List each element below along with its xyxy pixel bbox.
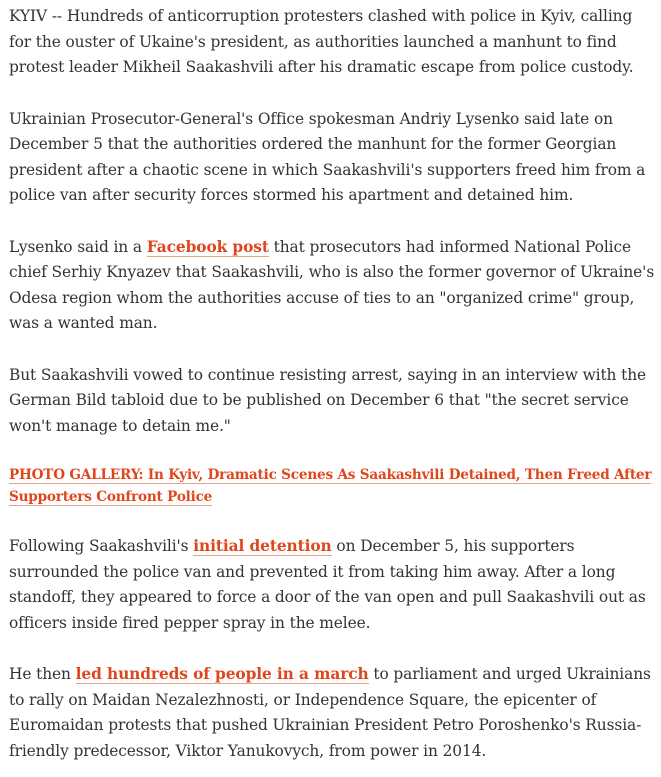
photo-gallery-callout bbox=[9, 465, 657, 508]
march-link[interactable]: led hundreds of people in a march bbox=[75, 665, 369, 683]
paragraph-1-text: KYIV -- Hundreds of anticorruption protesters clashed with police in Kyiv, calling for the ouster of Ukaine's president, as authorities launched a manhunt to find protest leader Mikheil Saakashvili after his dramatic escape from police custody. bbox=[9, 7, 634, 76]
paragraph-5-text-before: Following Saakashvili's bbox=[9, 537, 194, 555]
photo-gallery-link[interactable]: PHOTO GALLERY: In Kyiv, Dramatic Scenes As Saakashvili Detained, Then Freed After Supporters Confront Police bbox=[9, 467, 652, 505]
article-paragraph-5 bbox=[9, 534, 657, 636]
facebook-post-link[interactable]: Facebook post bbox=[146, 237, 269, 256]
article-paragraph-3 bbox=[9, 235, 657, 337]
initial-detention-link[interactable]: initial detention bbox=[193, 537, 332, 555]
paragraph-3-text-after: that prosecutors had informed National Police chief Serhiy Knyazev that Saakashvili, who is also the former governor of Ukraine's Odesa region whom the authorities accuse of ties to an "organized crime" group, was a wanted man. bbox=[9, 237, 655, 332]
article-paragraph-6 bbox=[9, 662, 657, 764]
article-body bbox=[0, 4, 661, 764]
article-paragraph-4 bbox=[9, 363, 657, 440]
paragraph-4-text: But Saakashvili vowed to continue resisting arrest, saying in an interview with the German Bild tabloid due to be published on December 6 that "the secret service won't manage to detain me." bbox=[9, 365, 647, 435]
paragraph-2-text: Ukrainian Prosecutor-General's Office spokesman Andriy Lysenko said late on December 5 that the authorities ordered the manhunt for the former Georgian president after a chaotic scene in which Saakashvili's supporters freed him from a police van after security forces stormed his apartment and detained him. bbox=[9, 109, 646, 204]
paragraph-3-text-before: Lysenko said in a bbox=[9, 237, 147, 256]
paragraph-6-text-before: He then bbox=[9, 665, 76, 683]
article-paragraph-2 bbox=[9, 107, 657, 209]
article-paragraph-1 bbox=[9, 4, 657, 81]
paragraph-5-text-after: on December 5, his supporters surrounded the police van and prevented it from taking him away. After a long standoff, they appeared to force a door of the van open and pull Saakashvili out as officers inside fired pepper spray in the melee. bbox=[9, 537, 646, 632]
paragraph-6-text-after: to parliament and urged Ukrainians to rally on Maidan Nezalezhnosti, or Independence Square, the epicenter of Euromaidan protests that pushed Ukrainian President Petro Poroshenko's Russia-friendly predecessor, Viktor Yanukovych, from power in 2014. bbox=[9, 665, 651, 760]
